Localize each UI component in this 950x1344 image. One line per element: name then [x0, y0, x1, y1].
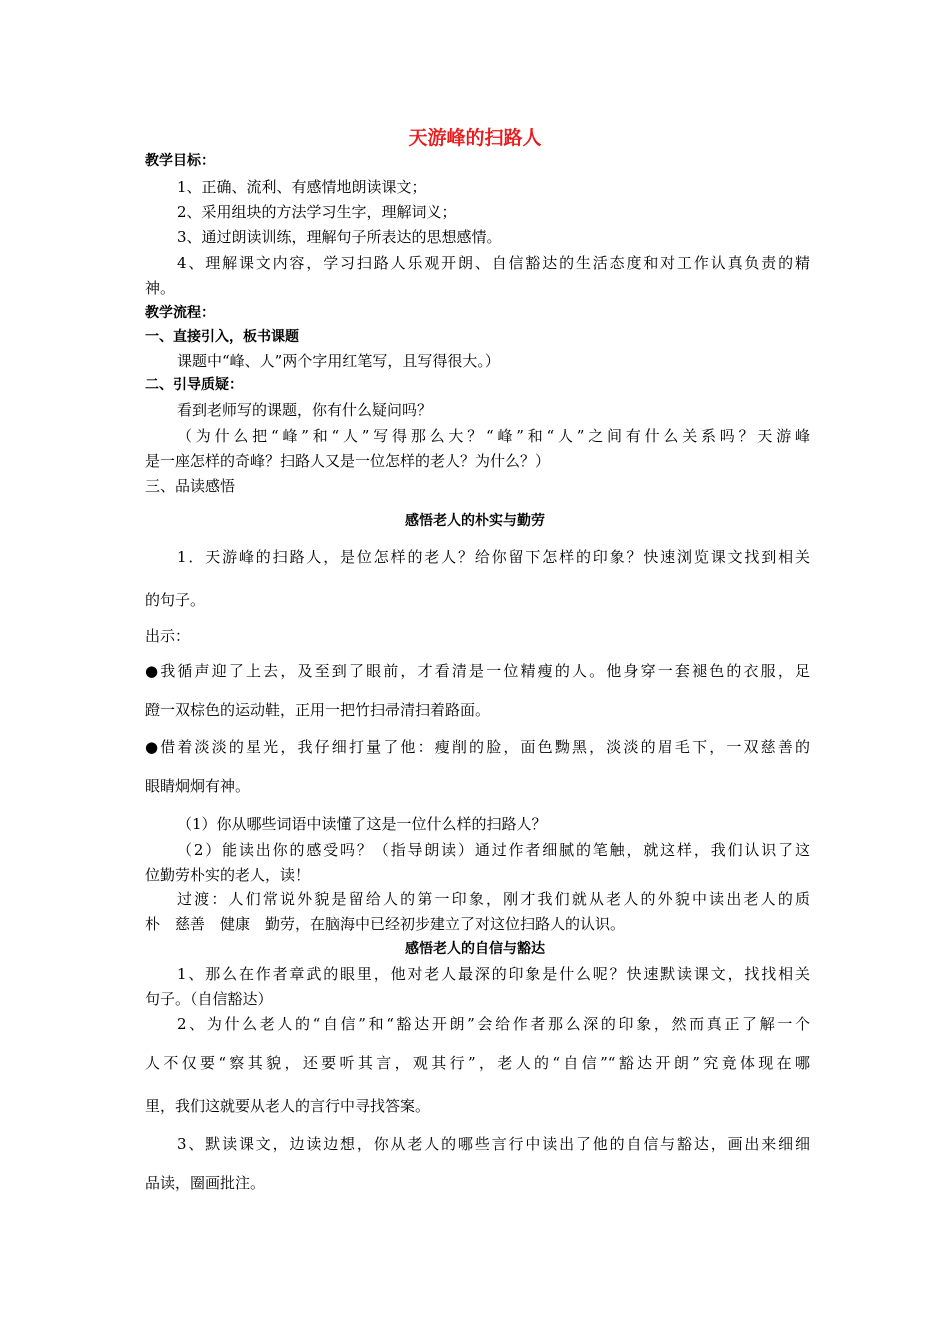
part1-line: 位勤劳朴实的老人，读！: [145, 866, 311, 884]
document-title: 天游峰的扫路人: [408, 127, 542, 149]
part2-line: 品读，圈画批注。: [145, 1174, 266, 1192]
part2-line: 句子。（自信豁达）: [145, 990, 273, 1008]
step3-heading: 三、品读感悟: [145, 477, 236, 495]
flow-heading: 教学流程：: [145, 305, 215, 321]
step2-line: 是一座怎样的奇峰？扫路人又是一位怎样的老人？为什么？）: [145, 452, 551, 470]
part2-line: 3、默读课文，边读边想，你从老人的哪些言行中读出了他的自信与豁达，画出来细细: [177, 1135, 810, 1153]
part1-line: （2）能读出你的感受吗？（指导朗读）通过作者细腻的笔触，就这样，我们认识了这: [177, 841, 810, 859]
step2-line: 看到老师写的课题，你有什么疑问吗？: [177, 401, 433, 419]
goal-item-continuation: 神。: [145, 279, 176, 297]
goal-item: 4、理解课文内容，学习扫路人乐观开朗、自信豁达的生活态度和对工作认真负责的精: [177, 254, 810, 272]
goal-item: 3、通过朗读训练，理解句子所表达的思想感情。: [177, 228, 502, 246]
part2-line: 人不仅要“察其貌，还要听其言，观其行”，老人的“自信”“豁达开朗”究竟体现在哪: [145, 1054, 810, 1072]
part2-line: 1、那么在作者章武的眼里，他对老人最深的印象是什么呢？快速默读课文，找找相关: [177, 965, 810, 983]
part1-line: 过渡：人们常说外貌是留给人的第一印象，刚才我们就从老人的外貌中读出老人的质: [177, 890, 810, 908]
step1-heading: 一、直接引入，板书课题: [145, 329, 299, 345]
part2-line: 里，我们这就要从老人的言行中寻找答案。: [145, 1097, 431, 1115]
part1-line: 朴 慈善 健康 勤劳，在脑海中已经初步建立了对这位扫路人的认识。: [145, 915, 626, 933]
goal-item: 2、采用组块的方法学习生字，理解词义；: [177, 203, 457, 221]
step2-heading: 二、引导质疑：: [145, 377, 243, 393]
part1-line: （1）你从哪些词语中读懂了这是一位什么样的扫路人？: [177, 815, 547, 833]
part1-heading: 感悟老人的朴实与勤劳: [405, 513, 545, 529]
quote-line: ●借着淡淡的星光，我仔细打量了他：瘦削的脸，面色黝黑，淡淡的眉毛下，一双慈善的: [145, 738, 810, 756]
part1-line: 的句子。: [145, 591, 206, 609]
part2-heading: 感悟老人的自信与豁达: [405, 941, 545, 957]
part2-line: 2、为什么老人的“自信”和“豁达开朗”会给作者那么深的印象，然而真正了解一个: [177, 1015, 810, 1033]
goals-heading: 教学目标：: [145, 153, 215, 169]
part1-line: 出示：: [145, 627, 191, 645]
quote-line: ●我循声迎了上去，及至到了眼前，才看清是一位精瘦的人。他身穿一套褪色的衣服，足: [145, 662, 810, 680]
step2-line: （为什么把“峰”和“人”写得那么大？“峰”和“人”之间有什么关系吗？天游峰: [177, 427, 810, 445]
quote-line: 蹬一双棕色的运动鞋，正用一把竹扫帚清扫着路面。: [145, 701, 491, 719]
step1-text: 课题中“峰、人”两个字用红笔写，且写得很大。）: [177, 352, 500, 370]
part1-line: 1．天游峰的扫路人，是位怎样的老人？给你留下怎样的印象？快速浏览课文找到相关: [177, 548, 810, 566]
quote-line: 眼睛炯炯有神。: [145, 777, 251, 795]
goal-item: 1、正确、流利、有感情地朗读课文；: [177, 178, 427, 196]
